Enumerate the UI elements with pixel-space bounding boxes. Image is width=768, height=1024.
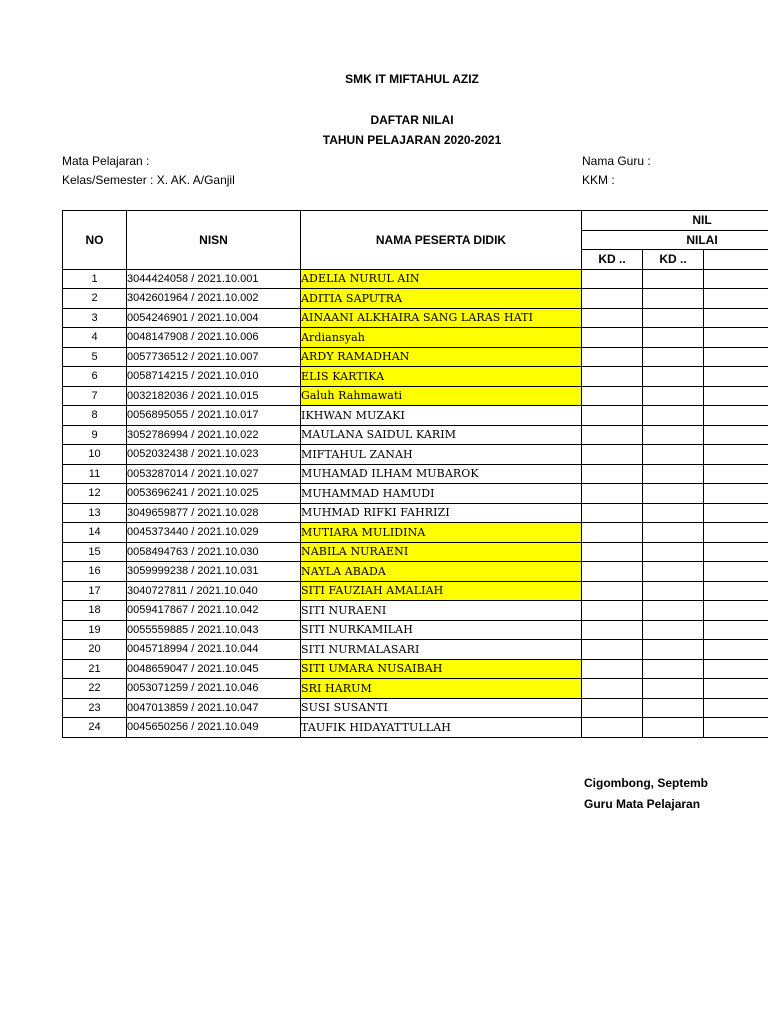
column-header-no: NO — [63, 211, 127, 270]
grade-cell-kd-1[interactable] — [582, 562, 643, 582]
row-number: 14 — [63, 523, 127, 543]
grade-cell-kd-2[interactable] — [643, 367, 704, 387]
student-name: SITI FAUZIAH AMALIAH — [301, 581, 582, 601]
student-nisn: 0053071259 / 2021.10.046 — [127, 679, 301, 699]
document-title: DAFTAR NILAI — [370, 113, 454, 127]
grade-cell-kd-3[interactable] — [704, 640, 768, 660]
student-nisn: 0058494763 / 2021.10.030 — [127, 542, 301, 562]
grade-cell-kd-3[interactable] — [704, 503, 768, 523]
student-nisn: 0053287014 / 2021.10.027 — [127, 464, 301, 484]
grade-cell-kd-2[interactable] — [643, 308, 704, 328]
student-nisn: 0047013859 / 2021.10.047 — [127, 698, 301, 718]
table-row — [63, 367, 768, 387]
student-name: IKHWAN MUZAKI — [301, 406, 582, 426]
row-number: 6 — [63, 367, 127, 387]
student-name: NABILA NURAENI — [301, 542, 582, 562]
table-row — [63, 289, 768, 309]
grade-cell-kd-3[interactable] — [704, 698, 768, 718]
row-number: 3 — [63, 308, 127, 328]
table-row — [63, 484, 768, 504]
subject-label: Mata Pelajaran : — [62, 154, 150, 168]
signature-place-date: Cigombong, Septemb — [584, 776, 708, 790]
table-row — [63, 425, 768, 445]
student-name: ARDY RAMADHAN — [301, 347, 582, 367]
grade-cell-kd-2[interactable] — [643, 328, 704, 348]
grade-cell-kd-2[interactable] — [643, 698, 704, 718]
grade-cell-kd-1[interactable] — [582, 308, 643, 328]
student-nisn: 0045718994 / 2021.10.044 — [127, 640, 301, 660]
school-name: SMK IT MIFTAHUL AZIZ — [345, 72, 479, 86]
row-number: 12 — [63, 484, 127, 504]
grade-cell-kd-2[interactable] — [643, 347, 704, 367]
row-number: 20 — [63, 640, 127, 660]
grade-cell-kd-1[interactable] — [582, 464, 643, 484]
grade-cell-kd-3[interactable] — [704, 542, 768, 562]
grade-cell-kd-3[interactable] — [704, 718, 768, 738]
student-name: ADELIA NURUL AIN — [301, 269, 582, 289]
grade-cell-kd-2[interactable] — [643, 620, 704, 640]
grade-cell-kd-1[interactable] — [582, 289, 643, 309]
row-number: 4 — [63, 328, 127, 348]
table-row — [63, 386, 768, 406]
grade-cell-kd-2[interactable] — [643, 679, 704, 699]
grade-cell-kd-3[interactable] — [704, 289, 768, 309]
grade-cell-kd-2[interactable] — [643, 484, 704, 504]
table-row — [63, 308, 768, 328]
grade-cell-kd-2[interactable] — [643, 406, 704, 426]
grade-cell-kd-3[interactable] — [704, 347, 768, 367]
row-number: 17 — [63, 581, 127, 601]
row-number: 2 — [63, 289, 127, 309]
table-row — [63, 406, 768, 426]
student-nisn: 0045373440 / 2021.10.029 — [127, 523, 301, 543]
grade-cell-kd-3[interactable] — [704, 562, 768, 582]
grade-cell-kd-1[interactable] — [582, 640, 643, 660]
student-nisn: 3040727811 / 2021.10.040 — [127, 581, 301, 601]
grade-cell-kd-2[interactable] — [643, 523, 704, 543]
student-nisn: 3059999238 / 2021.10.031 — [127, 562, 301, 582]
row-number: 22 — [63, 679, 127, 699]
student-nisn: 3042601964 / 2021.10.002 — [127, 289, 301, 309]
grade-cell-kd-3[interactable] — [704, 386, 768, 406]
row-number: 21 — [63, 659, 127, 679]
teacher-name-label: Nama Guru : — [582, 154, 651, 168]
grade-cell-kd-1[interactable] — [582, 698, 643, 718]
row-number: 16 — [63, 562, 127, 582]
student-name: SUSI SUSANTI — [301, 698, 582, 718]
grade-cell-kd-2[interactable] — [643, 464, 704, 484]
grade-cell-kd-1[interactable] — [582, 484, 643, 504]
academic-year: TAHUN PELAJARAN 2020-2021 — [322, 133, 502, 147]
grade-cell-kd-2[interactable] — [643, 659, 704, 679]
table-row — [63, 659, 768, 679]
student-name: MIFTAHUL ZANAH — [301, 445, 582, 465]
grade-cell-kd-2[interactable] — [643, 386, 704, 406]
student-name: SITI NURKAMILAH — [301, 620, 582, 640]
grades-table-viewport — [62, 210, 768, 750]
grade-cell-kd-1[interactable] — [582, 328, 643, 348]
student-nisn: 3049659877 / 2021.10.028 — [127, 503, 301, 523]
table-row — [63, 328, 768, 348]
grade-cell-kd-3[interactable] — [704, 523, 768, 543]
student-name: ADITIA SAPUTRA — [301, 289, 582, 309]
row-number: 9 — [63, 425, 127, 445]
row-number: 19 — [63, 620, 127, 640]
student-nisn: 0059417867 / 2021.10.042 — [127, 601, 301, 621]
student-nisn: 0056895055 / 2021.10.017 — [127, 406, 301, 426]
grade-cell-kd-2[interactable] — [643, 542, 704, 562]
grade-cell-kd-3[interactable] — [704, 406, 768, 426]
row-number: 1 — [63, 269, 127, 289]
column-group-nilai: NIL — [582, 211, 768, 231]
student-name: MUHMAD RIFKI FAHRIZI — [301, 503, 582, 523]
student-name: MUTIARA MULIDINA — [301, 523, 582, 543]
table-row — [63, 581, 768, 601]
table-row — [63, 542, 768, 562]
column-subgroup-nilai: NILAI — [582, 230, 768, 250]
class-semester-label: Kelas/Semester : X. AK. A/Ganjil — [62, 173, 235, 187]
student-nisn: 0045650256 / 2021.10.049 — [127, 718, 301, 738]
student-nisn: 0048147908 / 2021.10.006 — [127, 328, 301, 348]
grade-cell-kd-3[interactable] — [704, 620, 768, 640]
signature-role: Guru Mata Pelajaran — [584, 797, 701, 811]
grade-cell-kd-3[interactable] — [704, 484, 768, 504]
grade-cell-kd-1[interactable] — [582, 523, 643, 543]
student-nisn: 0055559885 / 2021.10.043 — [127, 620, 301, 640]
student-nisn: 0032182036 / 2021.10.015 — [127, 386, 301, 406]
table-row — [63, 620, 768, 640]
grade-cell-kd-3[interactable] — [704, 269, 768, 289]
grade-cell-kd-2[interactable] — [643, 445, 704, 465]
row-number: 11 — [63, 464, 127, 484]
grade-cell-kd-2[interactable] — [643, 581, 704, 601]
row-number: 15 — [63, 542, 127, 562]
grade-cell-kd-1[interactable] — [582, 406, 643, 426]
grade-cell-kd-3[interactable] — [704, 445, 768, 465]
grade-cell-kd-1[interactable] — [582, 601, 643, 621]
column-header-nisn: NISN — [127, 211, 301, 270]
student-nisn: 0054246901 / 2021.10.004 — [127, 308, 301, 328]
grade-cell-kd-1[interactable] — [582, 620, 643, 640]
grade-cell-kd-1[interactable] — [582, 425, 643, 445]
student-name: ELIS KARTIKA — [301, 367, 582, 387]
table-row — [63, 347, 768, 367]
student-name: SITI NURAENI — [301, 601, 582, 621]
grade-cell-kd-1[interactable] — [582, 445, 643, 465]
grade-cell-kd-3[interactable] — [704, 659, 768, 679]
grade-cell-kd-3[interactable] — [704, 679, 768, 699]
column-header-kd-2: KD .. — [643, 250, 704, 270]
grade-cell-kd-3[interactable] — [704, 464, 768, 484]
grade-cell-kd-2[interactable] — [643, 503, 704, 523]
kkm-label: KKM : — [582, 173, 615, 187]
row-number: 23 — [63, 698, 127, 718]
row-number: 13 — [63, 503, 127, 523]
grade-cell-kd-3[interactable] — [704, 581, 768, 601]
grade-cell-kd-1[interactable] — [582, 581, 643, 601]
grade-cell-kd-2[interactable] — [643, 425, 704, 445]
column-header-kd-3 — [704, 250, 768, 270]
student-nisn: 3052786994 / 2021.10.022 — [127, 425, 301, 445]
student-name: TAUFIK HIDAYATTULLAH — [301, 718, 582, 738]
student-name: MAULANA SAIDUL KARIM — [301, 425, 582, 445]
student-nisn: 0057736512 / 2021.10.007 — [127, 347, 301, 367]
grade-cell-kd-2[interactable] — [643, 269, 704, 289]
student-name: MUHAMAD ILHAM MUBAROK — [301, 464, 582, 484]
grade-cell-kd-2[interactable] — [643, 718, 704, 738]
student-name: SITI UMARA NUSAIBAH — [301, 659, 582, 679]
grade-cell-kd-1[interactable] — [582, 718, 643, 738]
grade-cell-kd-3[interactable] — [704, 425, 768, 445]
column-header-kd-1: KD .. — [582, 250, 643, 270]
grade-cell-kd-1[interactable] — [582, 503, 643, 523]
column-header-student-name: NAMA PESERTA DIDIK — [301, 211, 582, 270]
student-nisn: 0052032438 / 2021.10.023 — [127, 445, 301, 465]
table-row — [63, 523, 768, 543]
row-number: 8 — [63, 406, 127, 426]
student-name: Galuh Rahmawati — [301, 386, 582, 406]
row-number: 24 — [63, 718, 127, 738]
table-row — [63, 679, 768, 699]
student-name: MUHAMMAD HAMUDI — [301, 484, 582, 504]
grade-cell-kd-3[interactable] — [704, 308, 768, 328]
table-row — [63, 640, 768, 660]
student-nisn: 0053696241 / 2021.10.025 — [127, 484, 301, 504]
row-number: 5 — [63, 347, 127, 367]
table-row — [63, 464, 768, 484]
grade-cell-kd-2[interactable] — [643, 601, 704, 621]
row-number: 7 — [63, 386, 127, 406]
table-row — [63, 445, 768, 465]
table-row — [63, 601, 768, 621]
table-body — [63, 269, 768, 737]
grade-cell-kd-3[interactable] — [704, 328, 768, 348]
grade-cell-kd-1[interactable] — [582, 542, 643, 562]
grade-cell-kd-1[interactable] — [582, 367, 643, 387]
student-name: Ardiansyah — [301, 328, 582, 348]
student-name: NAYLA ABADA — [301, 562, 582, 582]
table-row — [63, 562, 768, 582]
grade-cell-kd-1[interactable] — [582, 386, 643, 406]
grade-cell-kd-2[interactable] — [643, 289, 704, 309]
student-name: AINAANI ALKHAIRA SANG LARAS HATI — [301, 308, 582, 328]
student-name: SRI HARUM — [301, 679, 582, 699]
grade-cell-kd-1[interactable] — [582, 659, 643, 679]
grade-cell-kd-2[interactable] — [643, 640, 704, 660]
grade-cell-kd-2[interactable] — [643, 562, 704, 582]
student-name: SITI NURMALASARI — [301, 640, 582, 660]
grade-cell-kd-1[interactable] — [582, 269, 643, 289]
grade-cell-kd-3[interactable] — [704, 601, 768, 621]
table-row — [63, 503, 768, 523]
grade-cell-kd-1[interactable] — [582, 347, 643, 367]
grade-cell-kd-3[interactable] — [704, 367, 768, 387]
student-nisn: 0058714215 / 2021.10.010 — [127, 367, 301, 387]
student-nisn: 3044424058 / 2021.10.001 — [127, 269, 301, 289]
grade-cell-kd-1[interactable] — [582, 679, 643, 699]
grades-table — [62, 210, 768, 738]
table-row — [63, 718, 768, 738]
student-nisn: 0048659047 / 2021.10.045 — [127, 659, 301, 679]
table-row — [63, 269, 768, 289]
row-number: 18 — [63, 601, 127, 621]
table-row — [63, 698, 768, 718]
row-number: 10 — [63, 445, 127, 465]
